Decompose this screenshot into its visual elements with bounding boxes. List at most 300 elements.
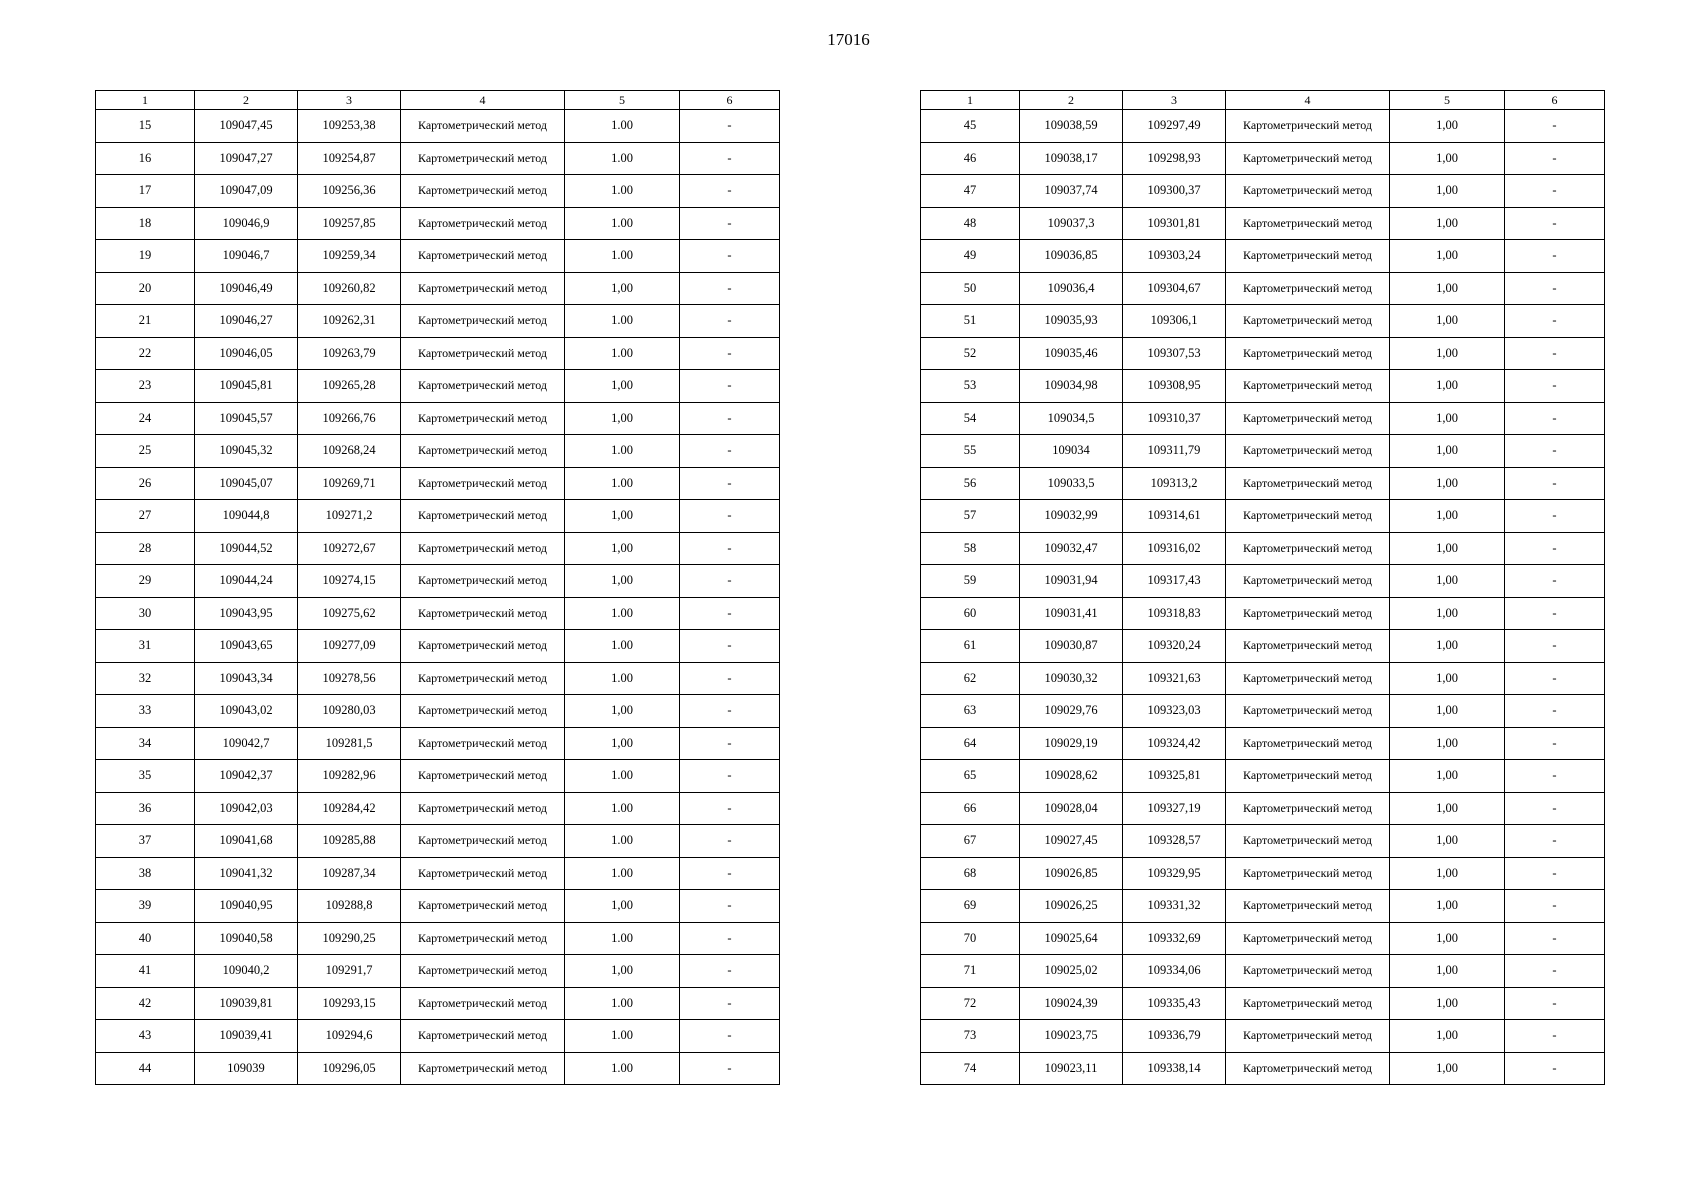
x-coordinate-cell: 109043,34 (195, 662, 298, 695)
table-row (921, 337, 1605, 370)
accuracy-cell: 1,00 (1390, 142, 1505, 175)
x-coordinate-cell: 109046,05 (195, 337, 298, 370)
accuracy-cell: 1,00 (565, 532, 680, 565)
method-cell: Картометрический метод (401, 467, 565, 500)
y-coordinate-cell: 109328,57 (1123, 825, 1226, 858)
x-coordinate-cell: 109030,87 (1020, 630, 1123, 663)
accuracy-cell: 1,00 (565, 727, 680, 760)
method-cell: Картометрический метод (401, 370, 565, 403)
method-cell: Картометрический метод (401, 532, 565, 565)
accuracy-cell: 1.00 (565, 825, 680, 858)
x-coordinate-cell: 109044,52 (195, 532, 298, 565)
method-cell: Картометрический метод (401, 337, 565, 370)
accuracy-cell: 1.00 (565, 922, 680, 955)
note-cell: - (680, 240, 780, 273)
note-cell: - (680, 1052, 780, 1085)
note-cell: - (680, 955, 780, 988)
y-coordinate-cell: 109306,1 (1123, 305, 1226, 338)
table-row (921, 630, 1605, 663)
y-coordinate-cell: 109323,03 (1123, 695, 1226, 728)
method-cell: Картометрический метод (401, 955, 565, 988)
x-coordinate-cell: 109037,3 (1020, 207, 1123, 240)
point-number-cell: 57 (921, 500, 1020, 533)
accuracy-cell: 1.00 (565, 1052, 680, 1085)
point-number-cell: 21 (96, 305, 195, 338)
accuracy-cell: 1,00 (1390, 207, 1505, 240)
point-number-cell: 72 (921, 987, 1020, 1020)
note-cell: - (680, 597, 780, 630)
x-coordinate-cell: 109040,95 (195, 890, 298, 923)
note-cell: - (680, 337, 780, 370)
y-coordinate-cell: 109318,83 (1123, 597, 1226, 630)
accuracy-cell: 1,00 (565, 500, 680, 533)
x-coordinate-cell: 109041,32 (195, 857, 298, 890)
note-cell: - (1505, 760, 1605, 793)
point-number-cell: 37 (96, 825, 195, 858)
table-row (921, 370, 1605, 403)
method-cell: Картометрический метод (1226, 825, 1390, 858)
method-cell: Картометрический метод (1226, 175, 1390, 208)
point-number-cell: 34 (96, 727, 195, 760)
accuracy-cell: 1.00 (565, 857, 680, 890)
method-cell: Картометрический метод (1226, 337, 1390, 370)
point-number-cell: 35 (96, 760, 195, 793)
accuracy-cell: 1.00 (565, 240, 680, 273)
column-header-2: 2 (1020, 91, 1123, 110)
method-cell: Картометрический метод (401, 825, 565, 858)
accuracy-cell: 1,00 (1390, 272, 1505, 305)
table-row (96, 857, 780, 890)
method-cell: Картометрический метод (401, 207, 565, 240)
table-row (921, 1020, 1605, 1053)
point-number-cell: 38 (96, 857, 195, 890)
note-cell: - (680, 272, 780, 305)
table-row (921, 695, 1605, 728)
note-cell: - (1505, 500, 1605, 533)
x-coordinate-cell: 109046,49 (195, 272, 298, 305)
y-coordinate-cell: 109316,02 (1123, 532, 1226, 565)
x-coordinate-cell: 109035,46 (1020, 337, 1123, 370)
x-coordinate-cell: 109025,02 (1020, 955, 1123, 988)
point-number-cell: 44 (96, 1052, 195, 1085)
method-cell: Картометрический метод (401, 727, 565, 760)
y-coordinate-cell: 109327,19 (1123, 792, 1226, 825)
point-number-cell: 53 (921, 370, 1020, 403)
note-cell: - (1505, 662, 1605, 695)
x-coordinate-cell: 109038,17 (1020, 142, 1123, 175)
point-number-cell: 40 (96, 922, 195, 955)
table-row (96, 435, 780, 468)
x-coordinate-cell: 109045,32 (195, 435, 298, 468)
x-coordinate-cell: 109032,47 (1020, 532, 1123, 565)
table-row (921, 175, 1605, 208)
y-coordinate-cell: 109285,88 (298, 825, 401, 858)
table-row (921, 955, 1605, 988)
accuracy-cell: 1,00 (1390, 305, 1505, 338)
method-cell: Картометрический метод (401, 565, 565, 598)
note-cell: - (680, 305, 780, 338)
table-row (921, 825, 1605, 858)
point-number-cell: 30 (96, 597, 195, 630)
accuracy-cell: 1,00 (1390, 825, 1505, 858)
method-cell: Картометрический метод (401, 272, 565, 305)
table-row (921, 760, 1605, 793)
table-row (96, 207, 780, 240)
point-number-cell: 70 (921, 922, 1020, 955)
accuracy-cell: 1,00 (1390, 630, 1505, 663)
note-cell: - (680, 922, 780, 955)
point-number-cell: 45 (921, 110, 1020, 143)
x-coordinate-cell: 109033,5 (1020, 467, 1123, 500)
table-row (96, 240, 780, 273)
accuracy-cell: 1.00 (565, 662, 680, 695)
accuracy-cell: 1,00 (1390, 922, 1505, 955)
x-coordinate-cell: 109027,45 (1020, 825, 1123, 858)
note-cell: - (680, 1020, 780, 1053)
table-row (96, 175, 780, 208)
y-coordinate-cell: 109274,15 (298, 565, 401, 598)
accuracy-cell: 1.00 (565, 110, 680, 143)
point-number-cell: 61 (921, 630, 1020, 663)
method-cell: Картометрический метод (1226, 727, 1390, 760)
y-coordinate-cell: 109329,95 (1123, 857, 1226, 890)
method-cell: Картометрический метод (1226, 142, 1390, 175)
point-number-cell: 64 (921, 727, 1020, 760)
accuracy-cell: 1,00 (1390, 370, 1505, 403)
point-number-cell: 42 (96, 987, 195, 1020)
x-coordinate-cell: 109030,32 (1020, 662, 1123, 695)
method-cell: Картометрический метод (401, 500, 565, 533)
table-row (921, 922, 1605, 955)
x-coordinate-cell: 109029,76 (1020, 695, 1123, 728)
column-header-4: 4 (1226, 91, 1390, 110)
note-cell: - (1505, 175, 1605, 208)
table-row (96, 597, 780, 630)
accuracy-cell: 1,00 (1390, 1052, 1505, 1085)
method-cell: Картометрический метод (1226, 857, 1390, 890)
note-cell: - (680, 467, 780, 500)
accuracy-cell: 1,00 (1390, 435, 1505, 468)
y-coordinate-cell: 109287,34 (298, 857, 401, 890)
x-coordinate-cell: 109045,57 (195, 402, 298, 435)
x-coordinate-cell: 109034,5 (1020, 402, 1123, 435)
point-number-cell: 73 (921, 1020, 1020, 1053)
accuracy-cell: 1,00 (1390, 890, 1505, 923)
point-number-cell: 58 (921, 532, 1020, 565)
table-header-row (921, 91, 1605, 110)
note-cell: - (680, 370, 780, 403)
point-number-cell: 52 (921, 337, 1020, 370)
method-cell: Картометрический метод (1226, 1020, 1390, 1053)
coordinates-table-right (920, 90, 1605, 1085)
x-coordinate-cell: 109047,27 (195, 142, 298, 175)
y-coordinate-cell: 109266,76 (298, 402, 401, 435)
method-cell: Картометрический метод (401, 630, 565, 663)
method-cell: Картометрический метод (1226, 630, 1390, 663)
point-number-cell: 29 (96, 565, 195, 598)
note-cell: - (1505, 857, 1605, 890)
accuracy-cell: 1,00 (1390, 175, 1505, 208)
method-cell: Картометрический метод (401, 597, 565, 630)
y-coordinate-cell: 109304,67 (1123, 272, 1226, 305)
y-coordinate-cell: 109291,7 (298, 955, 401, 988)
y-coordinate-cell: 109290,25 (298, 922, 401, 955)
x-coordinate-cell: 109025,64 (1020, 922, 1123, 955)
table-row (96, 142, 780, 175)
note-cell: - (680, 857, 780, 890)
x-coordinate-cell: 109034,98 (1020, 370, 1123, 403)
column-header-2: 2 (195, 91, 298, 110)
point-number-cell: 60 (921, 597, 1020, 630)
note-cell: - (1505, 825, 1605, 858)
table-row (96, 272, 780, 305)
accuracy-cell: 1.00 (565, 305, 680, 338)
table-row (96, 500, 780, 533)
x-coordinate-cell: 109035,93 (1020, 305, 1123, 338)
note-cell: - (680, 207, 780, 240)
accuracy-cell: 1,00 (565, 890, 680, 923)
accuracy-cell: 1.00 (565, 760, 680, 793)
accuracy-cell: 1,00 (1390, 760, 1505, 793)
method-cell: Картометрический метод (401, 435, 565, 468)
accuracy-cell: 1,00 (1390, 695, 1505, 728)
note-cell: - (680, 500, 780, 533)
column-header-1: 1 (921, 91, 1020, 110)
accuracy-cell: 1,00 (1390, 857, 1505, 890)
table-row (96, 467, 780, 500)
table-row (921, 1052, 1605, 1085)
y-coordinate-cell: 109262,31 (298, 305, 401, 338)
note-cell: - (1505, 272, 1605, 305)
x-coordinate-cell: 109036,4 (1020, 272, 1123, 305)
y-coordinate-cell: 109281,5 (298, 727, 401, 760)
method-cell: Картометрический метод (1226, 240, 1390, 273)
point-number-cell: 24 (96, 402, 195, 435)
method-cell: Картометрический метод (1226, 662, 1390, 695)
note-cell: - (1505, 370, 1605, 403)
table-row (96, 110, 780, 143)
accuracy-cell: 1.00 (565, 792, 680, 825)
point-number-cell: 26 (96, 467, 195, 500)
y-coordinate-cell: 109280,03 (298, 695, 401, 728)
y-coordinate-cell: 109278,56 (298, 662, 401, 695)
note-cell: - (680, 435, 780, 468)
method-cell: Картометрический метод (1226, 695, 1390, 728)
table-row (96, 1052, 780, 1085)
table-row (921, 467, 1605, 500)
point-number-cell: 25 (96, 435, 195, 468)
accuracy-cell: 1,00 (1390, 727, 1505, 760)
method-cell: Картометрический метод (1226, 760, 1390, 793)
table-row (96, 825, 780, 858)
y-coordinate-cell: 109325,81 (1123, 760, 1226, 793)
accuracy-cell: 1,00 (565, 272, 680, 305)
column-header-3: 3 (1123, 91, 1226, 110)
accuracy-cell: 1.00 (565, 1020, 680, 1053)
x-coordinate-cell: 109037,74 (1020, 175, 1123, 208)
accuracy-cell: 1.00 (565, 337, 680, 370)
method-cell: Картометрический метод (401, 857, 565, 890)
note-cell: - (1505, 1020, 1605, 1053)
method-cell: Картометрический метод (1226, 565, 1390, 598)
method-cell: Картометрический метод (1226, 597, 1390, 630)
table-row (96, 727, 780, 760)
method-cell: Картометрический метод (401, 760, 565, 793)
point-number-cell: 19 (96, 240, 195, 273)
table-row (921, 857, 1605, 890)
note-cell: - (1505, 337, 1605, 370)
point-number-cell: 56 (921, 467, 1020, 500)
page-number: 17016 (827, 30, 870, 49)
table-row (96, 760, 780, 793)
note-cell: - (680, 727, 780, 760)
table-row (921, 110, 1605, 143)
table-row (921, 435, 1605, 468)
table-row (96, 1020, 780, 1053)
method-cell: Картометрический метод (1226, 467, 1390, 500)
x-coordinate-cell: 109031,41 (1020, 597, 1123, 630)
y-coordinate-cell: 109334,06 (1123, 955, 1226, 988)
accuracy-cell: 1.00 (565, 630, 680, 663)
method-cell: Картометрический метод (1226, 955, 1390, 988)
x-coordinate-cell: 109039,41 (195, 1020, 298, 1053)
note-cell: - (1505, 955, 1605, 988)
table-row (921, 207, 1605, 240)
accuracy-cell: 1,00 (1390, 110, 1505, 143)
x-coordinate-cell: 109029,19 (1020, 727, 1123, 760)
x-coordinate-cell: 109040,2 (195, 955, 298, 988)
y-coordinate-cell: 109338,14 (1123, 1052, 1226, 1085)
table-row (921, 532, 1605, 565)
note-cell: - (1505, 435, 1605, 468)
method-cell: Картометрический метод (1226, 500, 1390, 533)
method-cell: Картометрический метод (401, 1052, 565, 1085)
accuracy-cell: 1,00 (565, 955, 680, 988)
method-cell: Картометрический метод (1226, 922, 1390, 955)
method-cell: Картометрический метод (1226, 272, 1390, 305)
accuracy-cell: 1.00 (565, 987, 680, 1020)
x-coordinate-cell: 109024,39 (1020, 987, 1123, 1020)
accuracy-cell: 1,00 (1390, 1020, 1505, 1053)
accuracy-cell: 1,00 (565, 695, 680, 728)
table-row (96, 532, 780, 565)
y-coordinate-cell: 109272,67 (298, 532, 401, 565)
y-coordinate-cell: 109311,79 (1123, 435, 1226, 468)
table-row (96, 695, 780, 728)
note-cell: - (1505, 695, 1605, 728)
x-coordinate-cell: 109039 (195, 1052, 298, 1085)
point-number-cell: 65 (921, 760, 1020, 793)
accuracy-cell: 1,00 (565, 370, 680, 403)
method-cell: Картометрический метод (1226, 207, 1390, 240)
table-row (921, 305, 1605, 338)
note-cell: - (680, 175, 780, 208)
point-number-cell: 20 (96, 272, 195, 305)
x-coordinate-cell: 109028,04 (1020, 792, 1123, 825)
note-cell: - (680, 890, 780, 923)
table-row (96, 565, 780, 598)
method-cell: Картометрический метод (401, 402, 565, 435)
x-coordinate-cell: 109023,11 (1020, 1052, 1123, 1085)
point-number-cell: 59 (921, 565, 1020, 598)
x-coordinate-cell: 109039,81 (195, 987, 298, 1020)
x-coordinate-cell: 109043,95 (195, 597, 298, 630)
method-cell: Картометрический метод (401, 695, 565, 728)
note-cell: - (1505, 922, 1605, 955)
note-cell: - (1505, 240, 1605, 273)
accuracy-cell: 1.00 (565, 435, 680, 468)
x-coordinate-cell: 109026,85 (1020, 857, 1123, 890)
y-coordinate-cell: 109301,81 (1123, 207, 1226, 240)
note-cell: - (1505, 142, 1605, 175)
table-row (921, 792, 1605, 825)
table-row (96, 630, 780, 663)
point-number-cell: 46 (921, 142, 1020, 175)
accuracy-cell: 1,00 (565, 402, 680, 435)
method-cell: Картометрический метод (401, 987, 565, 1020)
y-coordinate-cell: 109331,32 (1123, 890, 1226, 923)
y-coordinate-cell: 109296,05 (298, 1052, 401, 1085)
y-coordinate-cell: 109288,8 (298, 890, 401, 923)
accuracy-cell: 1,00 (1390, 987, 1505, 1020)
table-row (96, 662, 780, 695)
method-cell: Картометрический метод (401, 662, 565, 695)
point-number-cell: 74 (921, 1052, 1020, 1085)
note-cell: - (1505, 792, 1605, 825)
method-cell: Картометрический метод (401, 792, 565, 825)
note-cell: - (1505, 597, 1605, 630)
x-coordinate-cell: 109032,99 (1020, 500, 1123, 533)
method-cell: Картометрический метод (1226, 532, 1390, 565)
point-number-cell: 54 (921, 402, 1020, 435)
table-row (921, 597, 1605, 630)
x-coordinate-cell: 109034 (1020, 435, 1123, 468)
point-number-cell: 69 (921, 890, 1020, 923)
y-coordinate-cell: 109256,36 (298, 175, 401, 208)
note-cell: - (680, 825, 780, 858)
y-coordinate-cell: 109297,49 (1123, 110, 1226, 143)
x-coordinate-cell: 109026,25 (1020, 890, 1123, 923)
point-number-cell: 51 (921, 305, 1020, 338)
accuracy-cell: 1,00 (1390, 662, 1505, 695)
y-coordinate-cell: 109324,42 (1123, 727, 1226, 760)
method-cell: Картометрический метод (401, 305, 565, 338)
accuracy-cell: 1,00 (1390, 337, 1505, 370)
note-cell: - (680, 630, 780, 663)
point-number-cell: 23 (96, 370, 195, 403)
y-coordinate-cell: 109303,24 (1123, 240, 1226, 273)
method-cell: Картометрический метод (1226, 402, 1390, 435)
accuracy-cell: 1.00 (565, 597, 680, 630)
table-row (921, 240, 1605, 273)
table-row (921, 987, 1605, 1020)
point-number-cell: 32 (96, 662, 195, 695)
note-cell: - (680, 110, 780, 143)
accuracy-cell: 1,00 (1390, 402, 1505, 435)
note-cell: - (680, 532, 780, 565)
point-number-cell: 18 (96, 207, 195, 240)
y-coordinate-cell: 109271,2 (298, 500, 401, 533)
method-cell: Картометрический метод (1226, 890, 1390, 923)
table-row (96, 337, 780, 370)
y-coordinate-cell: 109263,79 (298, 337, 401, 370)
point-number-cell: 16 (96, 142, 195, 175)
accuracy-cell: 1,00 (1390, 565, 1505, 598)
note-cell: - (680, 565, 780, 598)
y-coordinate-cell: 109254,87 (298, 142, 401, 175)
point-number-cell: 17 (96, 175, 195, 208)
table-row (96, 955, 780, 988)
